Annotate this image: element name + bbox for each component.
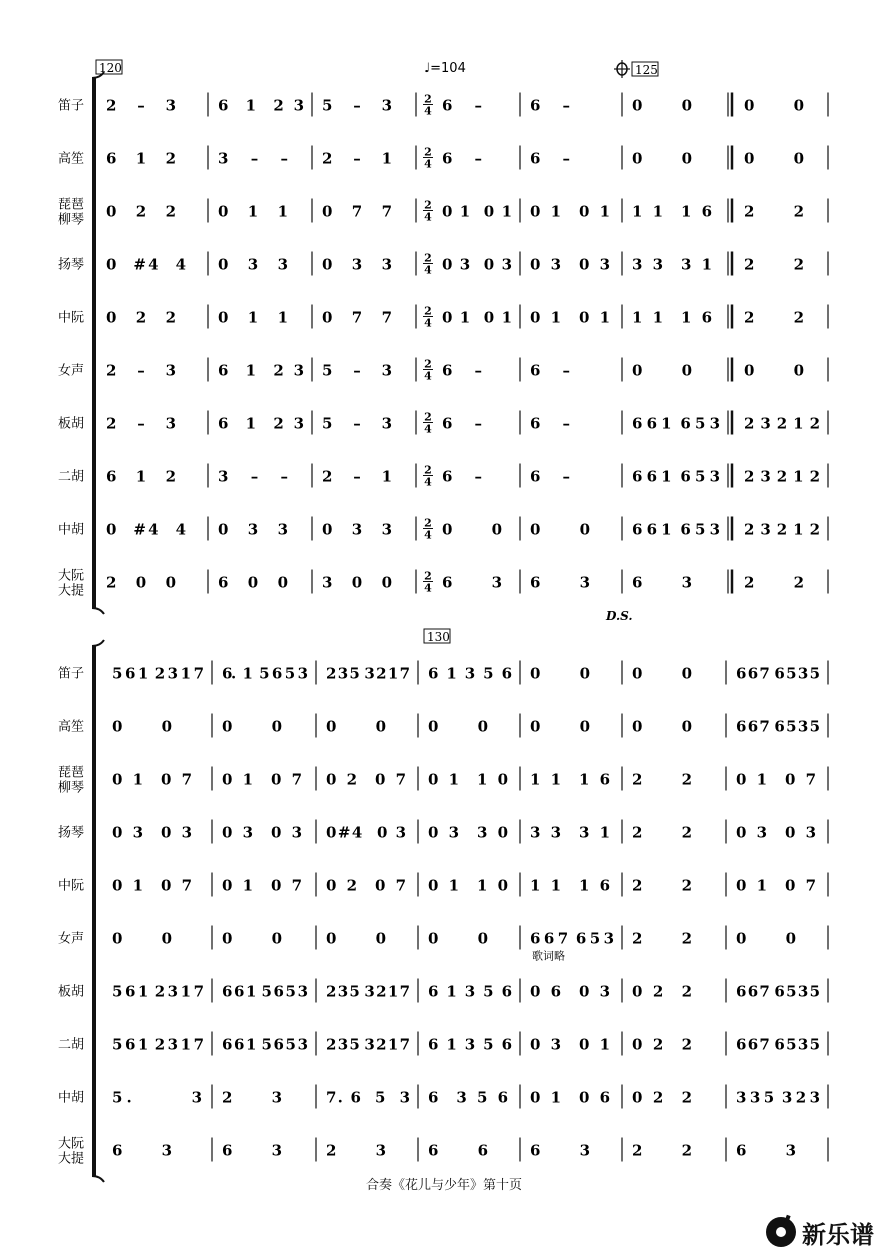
measure-notation: 3 3 3 1 <box>530 823 610 842</box>
measure-notation: 0 0 <box>530 717 590 736</box>
staff-row <box>58 873 828 897</box>
time-signature-top: 2 <box>424 410 432 424</box>
measure-notation: 0 1 1 0 <box>428 876 508 895</box>
instrument-name: 中阮 <box>58 878 85 894</box>
measure-notation: 0 3 3 <box>218 520 288 539</box>
measure-notation: 2 – 3 <box>106 96 176 115</box>
instrument-name: 二胡 <box>58 1037 85 1053</box>
measure-notation: 0 1 0 7 <box>222 770 302 789</box>
measure-notation: 6 – <box>442 149 482 168</box>
instrument-name: 中胡 <box>58 522 85 538</box>
measure-notation: 6 6 1 5 6 5 3 <box>222 982 308 1001</box>
time-signature-top: 2 <box>424 198 432 212</box>
measure-notation: 0 0 <box>428 717 488 736</box>
measure-notation: 0 2 2 <box>632 982 692 1001</box>
measure-notation: 6 1 2 3 <box>218 96 304 115</box>
instrument-name: 琵琶 <box>58 197 85 213</box>
measure-notation: 6 3 <box>112 1141 172 1160</box>
measure-notation: 0 2 2 <box>632 1088 692 1107</box>
measure-notation: 0 0 <box>530 520 590 539</box>
time-signature-bottom: 4 <box>424 210 432 224</box>
measure-notation: 0 #4 4 <box>106 520 186 539</box>
time-signature-bottom: 4 <box>424 369 432 383</box>
measure-notation: 5 – 3 <box>322 361 392 380</box>
measure-notation: 0 0 <box>632 664 692 683</box>
instrument-name: 女声 <box>58 931 85 947</box>
measure-notation: 0 1 1 <box>218 202 288 221</box>
logo-text: 新乐谱 <box>802 1220 874 1249</box>
measure-notation: 6 – <box>442 414 482 433</box>
measure-notation: 2 3 5 3 2 1 7 <box>326 982 410 1001</box>
measure-notation: 0 2 2 <box>632 1035 692 1054</box>
measure-notation: 0 0 <box>632 149 692 168</box>
measure-notation: 0 #4 4 <box>106 255 186 274</box>
measure-notation: 0 3 3 <box>218 255 288 274</box>
measure-notation: 5. 3 <box>112 1088 202 1107</box>
measure-notation: 3 0 0 <box>322 573 392 592</box>
staff-row <box>58 979 828 1003</box>
measure-notation: 2 3 2 1 2 <box>744 414 820 433</box>
time-signature-top: 2 <box>424 145 432 159</box>
measure-notation: 6 6 7 6 5 3 5 <box>736 664 820 683</box>
measure-notation: 6 – <box>530 414 570 433</box>
measure-notation: 0 0 <box>632 717 692 736</box>
measure-notation: 2 – 1 <box>322 149 392 168</box>
measure-notation: 6 – <box>530 96 570 115</box>
measure-notation: 0 0 <box>530 664 590 683</box>
staff-row <box>58 766 828 796</box>
time-signature-top: 2 <box>424 251 432 265</box>
measure-notation: 0 0 <box>744 96 804 115</box>
measure-number-box <box>424 629 450 644</box>
instrument-name: 扬琴 <box>58 825 85 841</box>
measure-notation: 3 – – <box>218 149 288 168</box>
measure-notation: 6 – <box>442 467 482 486</box>
measure-notation: 0 2 2 <box>106 202 176 221</box>
instrument-name: 高笙 <box>58 151 85 167</box>
measure-notation: 6 1 2 3 <box>218 414 304 433</box>
time-signature-top: 2 <box>424 463 432 477</box>
measure-notation: 6 3 <box>530 1141 590 1160</box>
time-signature-bottom: 4 <box>424 475 432 489</box>
measure-notation: 6 1 2 <box>106 149 176 168</box>
measure-notation: 0 3 3 <box>322 520 392 539</box>
time-signature-bottom: 4 <box>424 316 432 330</box>
measure-number-box <box>96 60 122 75</box>
measure-notation: 6 6 <box>428 1141 488 1160</box>
measure-notation: 2 2 <box>632 823 692 842</box>
staff-row <box>58 358 828 383</box>
time-signature-bottom: 4 <box>424 104 432 118</box>
measure-notation: 6 1 2 3 <box>218 361 304 380</box>
measure-notation: 0 3 0 3 <box>112 823 192 842</box>
instrument-name: 板胡 <box>58 416 85 432</box>
measure-notation: 0 0 <box>736 929 796 948</box>
measure-notation: 6 3 5 6 <box>428 1088 508 1107</box>
measure-notation: 1 1 1 6 <box>530 770 610 789</box>
instrument-name: 板胡 <box>58 984 85 1000</box>
measure-notation: 5 – 3 <box>322 96 392 115</box>
staff-row <box>58 1136 828 1167</box>
time-signature-bottom: 4 <box>424 157 432 171</box>
measure-notation: 2 3 5 3 2 1 7 <box>326 664 410 683</box>
measure-notation: 0 3 0 3 <box>530 255 610 274</box>
measure-notation: 0 0 <box>632 361 692 380</box>
measure-notation: 2 2 <box>744 573 804 592</box>
measure-notation: 6 3 <box>632 573 692 592</box>
measure-notation: 0 1 0 1 <box>530 202 610 221</box>
measure-notation: 6 6 7 6 5 3 <box>530 929 614 948</box>
time-signature-bottom: 4 <box>424 581 432 595</box>
record-disc-icon <box>766 1217 796 1247</box>
measure-notation: 0 3 0 3 <box>222 823 302 842</box>
tempo-marking: ♩=104 <box>424 61 466 76</box>
measure-notation: 6 3 <box>442 573 502 592</box>
measure-notation: 0 0 <box>112 929 172 948</box>
measure-notation: 0 3 3 <box>322 255 392 274</box>
segno-measure-box <box>632 62 658 77</box>
segno-measure-number: 125 <box>635 63 658 77</box>
measure-notation: 0 6 0 3 <box>530 982 610 1001</box>
measure-notation: 7. 6 5 3 <box>326 1088 410 1107</box>
staff-row <box>58 252 828 277</box>
instrument-name: 女声 <box>58 363 85 379</box>
measure-notation: 0 1 0 1 <box>442 202 512 221</box>
instrument-name: 琵琶 <box>58 765 85 781</box>
site-logo <box>766 1216 874 1248</box>
staff-row <box>58 146 828 171</box>
measure-notation: 6 0 0 <box>218 573 288 592</box>
time-signature-top: 2 <box>424 357 432 371</box>
measure-notation: 2 3 2 1 2 <box>744 467 820 486</box>
measure-notation: 0 1 1 <box>218 308 288 327</box>
instrument-name-2: 大提 <box>58 583 85 599</box>
measure-notation: 6 6 1 5 6 5 3 <box>222 1035 308 1054</box>
staff-row <box>58 411 828 436</box>
staff-row <box>58 305 828 330</box>
measure-notation: 6 6 1 6 5 3 <box>632 414 720 433</box>
measure-notation: 2 2 <box>632 1141 692 1160</box>
staff-row <box>58 568 828 599</box>
instrument-name: 中胡 <box>58 1090 85 1106</box>
measure-number: 130 <box>427 630 450 644</box>
measure-notation: 6 3 <box>222 1141 282 1160</box>
measure-notation: 6 6 7 6 5 3 5 <box>736 982 820 1001</box>
measure-notation: 6 6 7 6 5 3 5 <box>736 1035 820 1054</box>
measure-notation: 6 – <box>530 467 570 486</box>
measure-notation: 5 6 1 2 3 1 7 <box>112 982 204 1001</box>
coda-sign-icon <box>614 60 630 78</box>
measure-notation: 6. 1 5 6 5 3 <box>222 664 308 683</box>
measure-notation: 0 2 0 7 <box>326 876 406 895</box>
instrument-name: 笛子 <box>58 98 85 114</box>
measure-number: 120 <box>99 61 122 75</box>
measure-notation: 0 0 <box>326 717 386 736</box>
measure-notation: 6 3 <box>736 1141 796 1160</box>
measure-notation: 0 0 <box>222 929 282 948</box>
measure-notation: 0 0 <box>744 149 804 168</box>
measure-notation: 0 1 0 7 <box>736 876 816 895</box>
measure-notation: 0 1 0 7 <box>112 770 192 789</box>
score-system-1 <box>58 60 828 623</box>
measure-notation: 0 3 0 3 <box>736 823 816 842</box>
measure-notation: 0 1 1 0 <box>428 770 508 789</box>
staff-row <box>58 1085 828 1109</box>
measure-notation: 0 0 <box>326 929 386 948</box>
measure-notation: 0 0 <box>112 717 172 736</box>
time-signature-bottom: 4 <box>424 422 432 436</box>
measure-notation: 1 1 1 6 <box>632 202 712 221</box>
measure-notation: 6 6 1 6 5 3 <box>632 467 720 486</box>
measure-notation: 2 0 0 <box>106 573 176 592</box>
measure-notation: 0 0 <box>428 929 488 948</box>
measure-notation: 2 3 2 1 2 <box>744 520 820 539</box>
measure-notation: 6 6 7 6 5 3 5 <box>736 717 820 736</box>
measure-notation: 0#4 0 3 <box>326 823 406 842</box>
measure-notation: 2 – 1 <box>322 467 392 486</box>
time-signature-top: 2 <box>424 569 432 583</box>
measure-notation: 5 6 1 2 3 1 7 <box>112 1035 204 1054</box>
instrument-name: 扬琴 <box>58 257 85 273</box>
measure-notation: 6 1 3 5 6 <box>428 1035 512 1054</box>
measure-notation: 0 1 0 1 <box>442 308 512 327</box>
measure-notation: 6 3 <box>530 573 590 592</box>
score-system-2 <box>58 629 828 1182</box>
ds-marking: D.S. <box>606 609 633 623</box>
measure-notation: 0 1 0 7 <box>222 876 302 895</box>
measure-notation: 2 2 <box>744 255 804 274</box>
instrument-name: 大阮 <box>58 568 85 584</box>
measure-notation: 6 – <box>530 361 570 380</box>
measure-notation: 2 3 <box>326 1141 386 1160</box>
staff-row <box>58 464 828 489</box>
measure-notation: 2 2 <box>744 308 804 327</box>
measure-notation: 6 – <box>442 361 482 380</box>
measure-notation: 6 – <box>530 149 570 168</box>
instrument-name-2: 柳琴 <box>58 780 85 796</box>
time-signature-top: 2 <box>424 516 432 530</box>
measure-notation: 1 1 1 6 <box>530 876 610 895</box>
measure-notation: 2 2 <box>632 770 692 789</box>
measure-notation: 2 3 5 3 2 1 7 <box>326 1035 410 1054</box>
measure-notation: 3 3 3 1 <box>632 255 712 274</box>
time-signature-top: 2 <box>424 92 432 106</box>
measure-notation: 2 2 <box>632 876 692 895</box>
staff-row <box>58 926 828 950</box>
measure-notation: 2 2 <box>632 929 692 948</box>
measure-notation: 6 – <box>442 96 482 115</box>
time-signature-bottom: 4 <box>424 263 432 277</box>
measure-notation: 6 1 3 5 6 <box>428 982 512 1001</box>
staff-row <box>58 517 828 542</box>
instrument-name: 二胡 <box>58 469 85 485</box>
measure-notation: 0 2 0 7 <box>326 770 406 789</box>
measure-notation: 0 1 0 6 <box>530 1088 610 1107</box>
page-footer: 合奏《花儿与少年》第十页 <box>365 1178 522 1193</box>
instrument-name-2: 柳琴 <box>58 212 85 228</box>
instrument-name-2: 大提 <box>58 1151 85 1167</box>
measure-notation: 5 6 1 2 3 1 7 <box>112 664 204 683</box>
staff-row <box>58 198 828 228</box>
instrument-name: 高笙 <box>58 719 85 735</box>
staff-row <box>58 714 828 738</box>
measure-notation: 0 3 0 3 <box>442 255 512 274</box>
measure-notation: 0 1 0 7 <box>736 770 816 789</box>
lyric-note: 歌词略 <box>532 949 565 963</box>
measure-notation: 0 1 0 1 <box>530 308 610 327</box>
time-signature-bottom: 4 <box>424 528 432 542</box>
time-signature-top: 2 <box>424 304 432 318</box>
measure-notation: 2 3 <box>222 1088 282 1107</box>
measure-notation: 0 3 3 0 <box>428 823 508 842</box>
staff-row <box>58 1032 828 1056</box>
instrument-name: 中阮 <box>58 310 85 326</box>
measure-notation: 5 – 3 <box>322 414 392 433</box>
measure-notation: 2 2 <box>744 202 804 221</box>
measure-notation: 0 1 0 7 <box>112 876 192 895</box>
measure-notation: 6 1 3 5 6 <box>428 664 512 683</box>
measure-notation: 2 – 3 <box>106 414 176 433</box>
measure-notation: 0 0 <box>744 361 804 380</box>
measure-notation: 0 7 7 <box>322 202 392 221</box>
measure-notation: 0 0 <box>222 717 282 736</box>
instrument-name: 笛子 <box>58 666 85 682</box>
staff-row <box>58 661 828 685</box>
staff-row <box>58 93 828 118</box>
measure-notation: 0 0 <box>632 96 692 115</box>
measure-notation: 0 2 2 <box>106 308 176 327</box>
measure-notation: 3 – – <box>218 467 288 486</box>
measure-notation: 0 3 0 1 <box>530 1035 610 1054</box>
measure-notation: 0 7 7 <box>322 308 392 327</box>
measure-notation: 1 1 1 6 <box>632 308 712 327</box>
staff-row <box>58 820 828 844</box>
measure-notation: 0 0 <box>442 520 502 539</box>
instrument-name: 大阮 <box>58 1136 85 1152</box>
measure-notation: 6 1 2 <box>106 467 176 486</box>
measure-notation: 6 6 1 6 5 3 <box>632 520 720 539</box>
measure-notation: 3 3 5 3 2 3 <box>736 1088 820 1107</box>
measure-notation: 2 – 3 <box>106 361 176 380</box>
